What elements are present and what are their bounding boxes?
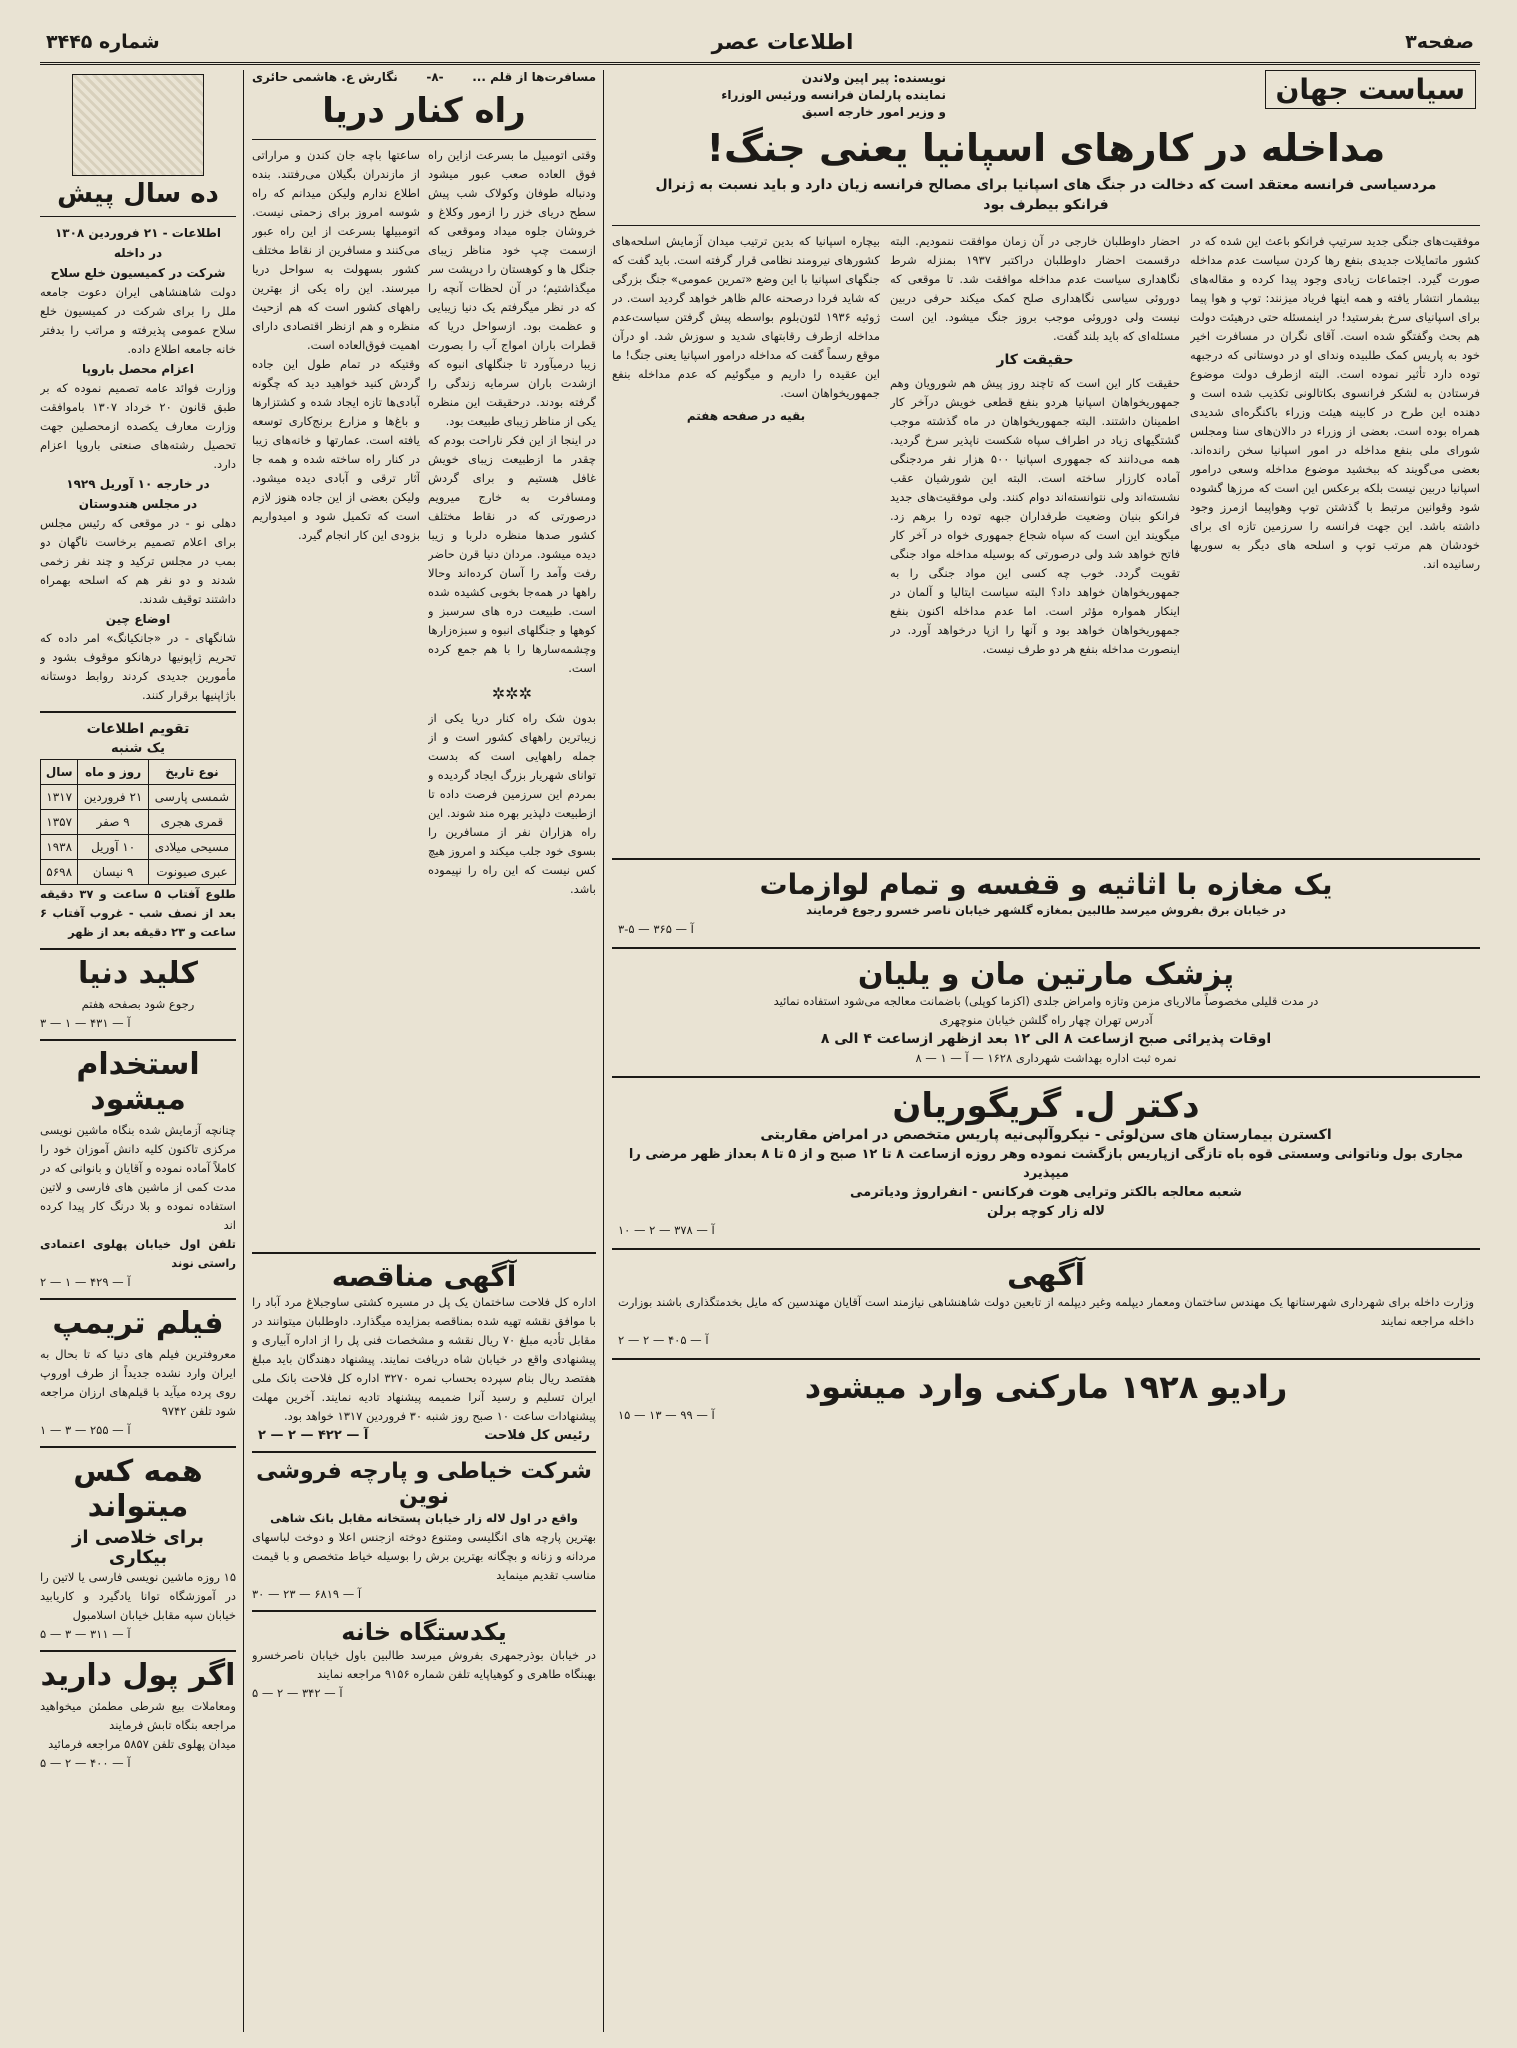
travel-body-4: وقتیکه در تمام طول این جاده گردش کنید خواهید دید که چگونه آبادی‌ها تازه ایجاد شده و کشتزارها و باغ‌ها و مزارع برنج‌کاری توسعه یافته است. عمارتها و خانه‌های زیبا در کنار راه ساخته شده و همه جا آثار ترقی و آبادی دیده میشود. ولیکن بعضی از این جاده هنوز لازم است که تکمیل شود و امیدواریم بزودی این کار انجام گیرد. — [252, 357, 420, 543]
ad-shop-title: یک مغازه با اثاثیه و قفسه و تمام لوازمات — [759, 867, 1333, 901]
travel-headline: راه کنار دریا — [322, 91, 526, 131]
domestic-section: در داخله — [113, 245, 163, 260]
byline-author: نویسنده: پیر اپین ولاندن — [801, 71, 946, 85]
ad-house-title: یکدستگاه خانه — [341, 1618, 507, 1647]
headline: مداخله در کارهای اسپانیا یعنی جنگ! — [706, 126, 1386, 170]
calendar-cell: ۱۹۳۸ — [41, 834, 78, 859]
typing-ad-subtitle: برای خلاصی از بیکاری — [72, 1526, 204, 1568]
ad-tender-signature: رئیس کل فلاحت — [484, 1428, 590, 1444]
ad-radio — [612, 1366, 1480, 1427]
money-ad-title: اگر پول دارید — [40, 1657, 236, 1693]
subsection-title: حقیقت کار — [996, 351, 1074, 368]
ad-doctor-grigorian — [612, 1084, 1480, 1242]
table-row — [41, 784, 236, 809]
ad-radio-title: رادیو ۱۹۲۸ مارکنی وارد میشود — [804, 1367, 1288, 1406]
news-heading-1: شرکت در کمیسیون خلع سلاح — [50, 265, 226, 280]
calendar-header: سال — [41, 759, 78, 784]
masthead — [40, 22, 1480, 65]
column-travel: مسافرت‌ها از قلم ... -۸- نگارش ع. هاشمی حائری راه کنار دریا وقتی اتومبیل ما بسرعت ازاین راه فوق العاده صعب عبور میشود ودنباله طوفان وکولاک شب پیش سطح دریای خزر را ازمور وکلاغ و خروشان جلوه میداد وموقعی که ازسمت چپ خود مناظر زیبای جنگل ها و کوهستان را درپشت سر میگذاشتیم؛ در آن لحظات آنچه را که در نظر میگرفتم یک دنیا زیبایی و عظمت بود. ازسواحل دریا که قطرات باران امواج آب را بصورت زیبا درمیآورد تا جنگلهای انبوه که ازشدت باران سرمایه زندگی را گرفته بودند. درحقیقت این منظره یکی از مناظر زیبای طبیعت بود. در اینجا از این فکر ناراحت بودم که چقدر ما ازطبیعت زیبای خویش غافل هستیم و برای گردش ومسافرت به خارج میرویم درصورتی که در نقاط مختلف کشور صدها منظره دلربا و زیبا دیده میشود. مردان دنیا قرن حاضر رفت وآمد را آسان کرده‌اند وحالا راهها در همه‌جا بخوبی کشیده شده است. طبیعت دره های سرسبز و کوهها و جنگلهای انبوه و سبزه‌زارها وچشمه‌سارها را با هم جمع کرده است. ✲✲✲ بدون شک راه کنار دریا یکی از زیباترین راههای کشور است و از جمله راههایی است که بدست توانای شهریار بزرگ ایجاد گردیده و بمردم این سرزمین فرصت داده تا ازطبیعت دلپذیر بهره مند شوند. این راه هزاران نفر از مسافرین را بسوی خود جلب میکند و امروز هیچ کس نیست که این راه را نپیموده باشد. ساعتها باچه جان کندن و مراراتی از مازندران بگیلان می‌رفتند. بنده اطلاع ندارم ولیکن میدانم که راه شوسه امروز برای زحمتی نیست. اتومبیلها بسرعت از این راه عبور می‌کنند و مسافرین از نقاط مختلف کشور بسهولت به سواحل دریا میرسند. این راه یکی از بهترین راههای کشور است که هم ازحیث منظره و هم ازنظر اقتصادی دارای اهمیت فوق‌العاده است. وقتیکه در تمام طول این جاده گردش کنید خواهید دید که چگونه آبادی‌ها تازه ایجاد شده و کشتزارها و باغ‌ها و مزارع برنج‌کاری توسعه یافته است. عمارتها و خانه‌های زیبا در کنار راه ساخته شده و همه جا آثار ترقی و آبادی دیده میشود. ولیکن بعضی از این جاده هنوز لازم است که تکمیل شود و امیدواریم بزودی این کار انجام گیرد. آگهی مناقصه اداره کل فلاحت ساختمان یک پل در مسیره کشتی ساوجبلاغ مرد آباد را با موافق نقشه تهیه شده بمناقصه بمزایده میگذارد. داوطلبان میتوانند در مقابل تأدیه مبلغ ۷۰ ریال نقشه و مشخصات فنی پل را از اداره آبیاری و پیشنهادی واقع در خیابان شاه دریافت نمایند. پیشنهاد دهندگان باید مبلغ هفتصد ریال بنام سپرده بحساب نمره ۳۲۷۰ اداره کل فلاحت بانک ملی ایران تسلیم و رسید آنرا ضمیمه پیشنهاد تادیه نمایند. آخرین مهلت پیشنهادات ساعت ۱۰ صبح روز شنبه ۳۰ فروردین ۱۳۱۷ خواهد بود. رئیس کل فلاحت آ — ۴۲۲ — ۲ — ۲ شرکت خیاطی و پارچه فروشی نوین واقع در اول لاله زار خیابان پستخانه مقابل بانک شاهی بهترین پارچه های انگلیسی ومتنوع دوخته ازجنس اعلا و دوخت لباسهای مردانه و زنانه و بچگانه بهترین برش را بوسیله خیاط متخصص و با قیمت مناسب تقدیم مینماید آ — ۶۸۱۹ — ۲۳ — ۳۰ یکدستگاه خانه در خیابان بوذرجمهری بفروش میرسد طالبین باول خیابان ناصرخسرو بهبنگاه طاهری و کوهیاپایه تلفن شماره ۹۱۵۶ مراجعه نمایند آ — ۳۴۲ — ۲ — ۵ — [252, 70, 596, 2032]
ad-doctor-grigorian-title: دکتر ل. گریگوریان — [892, 1085, 1200, 1126]
column-page-number: -۸- — [426, 70, 444, 84]
calendar-cell: ۱۳۱۷ — [41, 784, 78, 809]
calendar-cell: عبری صیونوت — [148, 859, 235, 884]
key-code: آ — ۴۳۱ — ۱ — ۳ — [40, 1015, 131, 1030]
typing-ad-title: همه کس میتواند — [73, 1453, 203, 1524]
calendar-cell: ۹ صفر — [78, 809, 149, 834]
ten-years-title: ده سال پیش — [57, 179, 219, 209]
ad-tender-title: آگهی مناقصه — [331, 1260, 517, 1294]
page-number: صفحه۳ — [1405, 31, 1474, 53]
column-classifieds — [40, 70, 236, 2032]
article-body-3: حقیقت کار این است که تاچند روز پیش هم شورویان وهم جمهوریخواهان اسپانیا هردو بنفع قطعی خویش درآخر کار اطمینان داشتند. البته جمهوریخواهان در ماه گذشته موجب گشتگیهای زیاد در اطراف سپاه شکست ناپذیر سرخ گردید. همه می‌دانند که جمهوری اسپانیا ۵۰۰ هزار نفر مردجنگی آماده کارزار ساخته است. البته این شورشیان عقب نشسته‌اند ولی نتوانسته‌اند دوام کنند. ولی موفقیت‌های جدید فرانکو بنیان وضعیت طرفداران جبهه توده را برهم زد. میگویند این است که سپاه شجاع جمهوری خواه در آخر کار فاتح خواهد شد ولی درصورتی که بوسیله مداخله مواد جنگی تقویت گردد. خوب چه کسی این مواد جنگی را به جمهوریخواهان خواهد داد؟ البته سیاست ایتالیا و آلمان در اینکار همواره مؤثر است. اما عدم مداخله اکنون بنفع جمهوریخواهان خواهد بود و آنها را ازپا درخواهد آورد. در اینصورت مداخله بنفع هر دو طرف نیست. — [890, 375, 1180, 656]
employment-address: تلفن اول خیابان پهلوی اعتمادی راستی نوند — [40, 1236, 236, 1270]
calendar-cell: قمری هجری — [148, 809, 235, 834]
typing-ad-text: ۱۵ روزه ماشین نویسی فارسی یا لاتین را در آموزشگاه توانا یادگیرد و کاریابید خیابان سپه مقابل خیابان اسلامبول — [40, 1569, 236, 1622]
travel-body-3: ساعتها باچه جان کندن و مراراتی از مازندران بگیلان می‌رفتند. بنده اطلاع ندارم ولیکن میدانم که راه شوسه امروز برای زحمتی نیست. اتومبیلها بسرعت از این راه عبور می‌کنند و مسافرین از نقاط مختلف کشور بسهولت به سواحل دریا میرسند. این راه یکی از بهترین راههای کشور است که هم ازحیث منظره و هم ازنظر اقتصادی دارای اهمیت فوق‌العاده است. — [252, 148, 420, 353]
calendar-cell: ۱۰ آوریل — [78, 834, 149, 859]
news-text-4: شانگهای - در «جانکیانگ» امر داده که تحریم ژاپونیها درهانکو موقوف بشود و مأمورین جدیدی کردند روابط دوستانه باژاپنیها برقرار کنند. — [40, 630, 236, 702]
paper-name: اطلاعات عصر — [711, 30, 854, 54]
travel-body-5: بدون شک راه کنار دریا یکی از زیباترین راههای کشور است و از جمله راههایی است که بدست توانای شهریار بزرگ ایجاد گردیده و بمردم این سرزمین فرصت داده تا ازطبیعت دلپذیر بهره مند شوند. این راه هزاران نفر از مسافرین را بسوی خود جلب میکند و امروز هیچ کس نیست که این راه را نپیموده باشد. — [428, 711, 596, 897]
news-text-1: دولت شاهنشاهی ایران دعوت جامعه ملل را برای شرکت در کمیسیون خلع سلاح عمومی پذیرفته و مراتب را بدفتر خانه جامعه اطلاع داده. — [40, 284, 236, 356]
calendar-cell: ۲۱ فروردین — [78, 784, 149, 809]
film-title: فیلم تریمپ — [52, 1305, 224, 1341]
employment-text: چنانچه آزمایش شده بنگاه ماشین نویسی مرکزی تاکنون کلیه دانش آموزان خود را کاملاً آماده نموده و آقایان و بانوانی که در مدت کمی از ماشین های فارسی و لاتین استفاده نموده و بلا درنگ کار پیدا کرده اند — [40, 1122, 236, 1232]
calendar-title: تقویم اطلاعات — [86, 720, 190, 737]
calendar-cell: ۱۳۵۷ — [41, 809, 78, 834]
subheadline: مردسیاسی فرانسه معتقد است که دخالت در جنگ های اسپانیا برای مصالح فرانسه زیان دارد و باید نسبت به ژنرال فرانکو بیطرف بود — [655, 176, 1437, 213]
ad-tailor-title: شرکت خیاطی و پارچه فروشی نوین — [256, 1459, 592, 1510]
ad-doctor-martin-code: نمره ثبت اداره بهداشت شهرداری ۱۶۲۸ — آ — ۱ — ۸ — [915, 1050, 1177, 1065]
money-ad-address: میدان پهلوی تلفن ۵۸۵۷ مراجعه فرمائید — [48, 1736, 236, 1751]
ad-doctor-martin — [612, 955, 1480, 1070]
foreign-date: در خارجه ۱۰ آوریل ۱۹۲۹ — [66, 476, 210, 491]
ad-tender-text: اداره کل فلاحت ساختمان یک پل در مسیره کشتی ساوجبلاغ مرد آباد را با موافق نقشه تهیه شده بمناقصه بمزایده میگذارد. داوطلبان میتوانند در مقابل تأدیه مبلغ ۷۰ ریال نقشه و مشخصات فنی پل را از اداره آبیاری و پیشنهادی واقع در خیابان شاه دریافت نمایند. پیشنهاد دهندگان باید مبلغ هفتصد ریال بنام سپرده بحساب نمره ۳۲۷۰ اداره کل فلاحت بانک ملی ایران تسلیم و رسید آنرا ضمیمه پیشنهاد تادیه نمایند. آخرین مهلت پیشنهادات ساعت ۱۰ صبح روز شنبه ۳۰ فروردین ۱۳۱۷ خواهد بود. — [252, 1295, 596, 1424]
typing-ad-code: آ — ۳۱۱ — ۳ — ۵ — [40, 1626, 131, 1641]
issue-number: شماره ۳۴۴۵ — [46, 31, 160, 53]
ad-tender-code: آ — ۴۲۲ — ۲ — ۲ — [258, 1428, 369, 1444]
ad-doctor-martin-hours: اوقات پذیرائی صبح ازساعت ۸ الی ۱۲ بعد ازظهر ازساعت ۴ الی ۸ — [820, 1030, 1272, 1047]
calendar-cell: ۹ نیسان — [78, 859, 149, 884]
travel-body-1: وقتی اتومبیل ما بسرعت ازاین راه فوق العاده صعب عبور میشود ودنباله طوفان وکولاک شب پیش سطح دریای خزر را ازمور وکلاغ و خروشان جلوه میداد وموقعی که ازسمت چپ خود مناظر زیبای جنگل ها و کوهستان را درپشت سر میگذاشتیم؛ در آن لحظات آنچه را که در نظر میگرفتم یک دنیا زیبایی و عظمت بود. ازسواحل دریا که قطرات باران امواج آب را بصورت زیبا درمیآورد تا جنگلهای انبوه که ازشدت باران سرمایه زندگی را گرفته بودند. درحقیقت این منظره یکی از مناظر زیبای طبیعت بود. — [428, 148, 596, 429]
calendar-table — [40, 759, 236, 885]
ad-doctor-grigorian-text: اکسترن بیمارستان های سن‌لوئی - نیکروآلپی‌نیه پاریس متخصص در امراض مقاربتی — [760, 1126, 1332, 1143]
calendar-cell: مسیحی میلادی — [148, 834, 235, 859]
article-byline: نگارش ع. هاشمی حائری — [252, 70, 398, 84]
news-heading-3: در مجلس هندوستان — [78, 496, 198, 511]
ad-tailor-address: واقع در اول لاله زار خیابان پستخانه مقابل بانک شاهی — [270, 1511, 578, 1526]
ad-doctor-grigorian-address: لاله زار کوچه برلن — [987, 1203, 1105, 1219]
table-row — [41, 809, 236, 834]
byline-role-2: و وزیر امور خارجه اسبق — [801, 105, 946, 119]
key-title: کلید دنیا — [78, 955, 198, 991]
ad-ministry-notice — [612, 1256, 1480, 1352]
ad-tailor-text: بهترین پارچه های انگلیسی ومتنوع دوخته ازجنس اعلا و دوخت لباسهای مردانه و زنانه و بچگانه بهترین برش را بوسیله خیاط متخصص و با قیمت مناسب تقدیم مینماید — [252, 1530, 596, 1583]
calendar-header: روز و ماه — [78, 759, 149, 784]
ad-shop-sale — [612, 866, 1480, 941]
ad-doctor-grigorian-text-3: شعبه معالجه بالکتر وترایی هوت فرکانس - انفراروژ ودیاترمی — [850, 1184, 1242, 1200]
calendar-cell: شمسی پارسی — [148, 784, 235, 809]
ad-radio-code: آ — ۹۹ — ۱۳ — ۱۵ — [618, 1407, 715, 1422]
ad-ministry-code: آ — ۴۰۵ — ۲ — ۲ — [618, 1332, 709, 1347]
ad-tailor-code: آ — ۶۸۱۹ — ۲۳ — ۳۰ — [252, 1587, 362, 1602]
sunrise-sunset: طلوع آفتاب ۵ ساعت و ۳۷ دقیقه بعد از نصف شب - غروب آفتاب ۶ ساعت و ۲۳ دقیقه بعد از ظهر — [40, 886, 236, 939]
employment-code: آ — ۴۲۹ — ۱ — ۲ — [40, 1274, 131, 1289]
news-text-3: دهلی نو - در موقعی که رئیس مجلس برای اعلام تصمیم برخاست ناگهان دو بمب در مجلس ترکید و چند نفر زخمی شدند و دو نفر هم که اسلحه بهمراه داشتند توقیف شدند. — [40, 515, 236, 606]
ad-doctor-martin-text: در مدت قلیلی مخصوصاً مالاریای مزمن وتازه وامراض جلدی (اکزما کوپلی) باضمانت معالجه می‌شود استفاده نمائید — [773, 993, 1319, 1008]
article-body-2: احضار داوطلبان خارجی در آن زمان موافقت ننمودیم. البته درقسمت احضار داوطلبان دراکتبر ۱۹۳۷ بمنزله شرط نگاهداری سیاست عدم مداخله موافقت شد. تا موقعی که دوروئی سیاسی نگاهداری صلح کمک میکند حرفی دربین نیست ولی دوروئی موجب بروز جنگ میشود. این است مسئله‌ای که باید بلند گفت. — [890, 233, 1180, 343]
key-text: رجوع شود بصفحه هفتم — [81, 996, 195, 1011]
article-body-1: موفقیت‌های جنگی جدید سرتیپ فرانکو باعث این شده که در کشور ماتمایلات جدیدی بنفع رها کردن سیاست عدم مداخله صورت گیرد. اجتماعات زیادی وجود پیدا کرده و مقاله‌های بیشمار انتشار یافته و همه اینها فریاد میزنند: توپ و هوا پیما برای اسپانیای سرخ بفرستید! در اینمسئله حتی درهیئت دولت هم بحث وگفتگو شده است. آقای نگران در مسافرت اخیر خود به پاریس کمک طلبیده وندای او در دوستانی که درجبهه توده دارد تأثیر نموده است. البته ازطرف دولت موضوع فرستادن به لشکر فرانسوی بکاتالونی تکذیب شده است و دهنده این طرح در کابینه هیئت وزراء باکنگره‌ای شدیدی همراه بوده است. بعضی از وزراء در دالان‌های سنا ومجلس شورای ملی بنفع مداخله در امور اسپانیا سخن رانده‌اند. بعضی می‌گویند که ببخشید موضوع مداخله وسعی درامور اسپانیا دربین نیست بلکه برعکس این است که مرزها گشوده شود وقوانین مرتبط با گذشتن توپ وهواپیما ازمرز وجود داشته باشد. این جهت فرانسه را سرزمین تازه ای برای خودشان هم مرتب توپ و اسلحه های دیگر به سوریها رسانیده اند. — [1190, 233, 1480, 571]
cartoon-illustration — [72, 74, 204, 176]
ad-doctor-martin-address: آدرس تهران چهار راه گلشن خیابان منوچهری — [939, 1012, 1153, 1027]
ten-years-date: اطلاعات - ۲۱ فروردین ۱۳۰۸ — [54, 225, 222, 240]
continued-note: بقیه در صفحه هفتم — [686, 408, 806, 423]
money-ad-code: آ — ۴۰۰ — ۲ — ۵ — [40, 1755, 131, 1770]
ad-shop-code: آ — ۳۶۵ — ۵-۳ — [618, 921, 694, 936]
newspaper-page — [40, 22, 1480, 2032]
ad-doctor-grigorian-code: آ — ۳۷۸ — ۲ — ۱۰ — [618, 1222, 715, 1237]
ad-house — [252, 1618, 596, 1703]
film-code: آ — ۲۵۵ — ۳ — ۱ — [40, 1422, 131, 1437]
calendar-header: نوع تاریخ — [148, 759, 235, 784]
ad-doctor-grigorian-text-2: مجاری بول وناتوانی وسستی قوه باه تازگی ازپاریس بازگشت نموده وهر روزه ازساعت ۸ تا ۱۲ صبح و از ۵ تا ۸ بعداز ظهر مرضی را میپذیرد — [628, 1146, 1464, 1181]
film-text: معروفترین فیلم های دنیا که تا بحال به ایران وارد نشده جدیداً از طرف اوروپ روی پرده میآید با قیلم‌های ارزان مراجعه شود تلفن ۹۷۴۲ — [40, 1346, 236, 1418]
ad-tender — [252, 1260, 596, 1445]
employment-title: استخدام میشود — [76, 1046, 200, 1117]
ad-ministry-title: آگهی — [1007, 1257, 1085, 1293]
calendar-day: یک شنبه — [111, 740, 165, 756]
calendar-cell: ۵۶۹۸ — [41, 859, 78, 884]
table-row — [41, 859, 236, 884]
ad-doctor-martin-title: پزشک مارتین مان و یلیان — [857, 956, 1235, 992]
table-row — [41, 834, 236, 859]
ad-tailor — [252, 1459, 596, 1604]
section-title: سیاست جهان — [1265, 70, 1476, 109]
article-body-4: بیچاره اسپانیا که بدین ترتیب میدان آزمایش اسلحه‌های کشورهای نیرومند نظامی قرار گرفته است. باید گفت که جنگهای اسپانیا با این وضع «تمرین عمومی» جنگ بزرگی که شاید فردا درصحنه عالم ظاهر خواهد گردید است. در ژوئیه ۱۹۳۶ لئون‌بلوم بواسطه پیش گرفتن سیاست‌عدم مداخله ازطرف رقابتهای شدید و سوزش شد. او درآن موقع رسماً گفت که مداخله درامور اسپانیا یعنی جنگ! ما این عقیده را داریم و میگوئیم که عدم مداخله بنفع جمهوریخواهان است. — [612, 233, 880, 400]
ad-house-text: در خیابان بوذرجمهری بفروش میرسد طالبین باول خیابان ناصرخسرو بهبنگاه طاهری و کوهیاپایه تلفن شماره ۹۱۵۶ مراجعه نمایند — [252, 1648, 596, 1682]
travel-body-2: در اینجا از این فکر ناراحت بودم که چقدر ما ازطبیعت زیبای خویش غافل هستیم و برای گردش ومسافرت به خارج میرویم درصورتی که در نقاط مختلف کشور صدها منظره دلربا و زیبا دیده میشود. مردان دنیا قرن حاضر رفت وآمد را آسان کرده‌اند وحالا راهها در همه‌جا بخوبی کشیده شده است. طبیعت دره های سرسبز و کوهها و جنگلهای انبوه و سبزه‌زارها وچشمه‌سارها را با هم جمع کرده است. — [428, 433, 596, 676]
byline-role: نماینده پارلمان فرانسه ورئیس الوزراء — [721, 88, 946, 102]
ad-ministry-text: وزارت داخله برای شهرداری شهرستانها یک مهندس ساختمان ومعمار دیپلمه وغیر دیپلمه از تابعین دولت شاهنشاهی نیازمند است آقایان مهندسین که مایل بخدمتگذاری باشند بوزارت داخله مراجعه نمایند — [618, 1294, 1474, 1328]
ad-house-code: آ — ۳۴۲ — ۲ — ۵ — [252, 1686, 343, 1701]
news-heading-4: اوضاع چین — [105, 611, 171, 626]
news-text-2: وزارت فوائد عامه تصمیم نموده که بر طبق قانون ۲۰ خرداد ۱۳۰۷ باموافقت وزارت معارف یکصده ازمحصلین جهت تحصیل رشته‌های صنعتی باروپا اعزام دارد. — [40, 380, 236, 471]
money-ad-text: ومعاملات بیع شرطی مطمئن میخواهید مراجعه بنگاه تابش فرمایند — [40, 1698, 236, 1732]
series-title: مسافرت‌ها از قلم ... — [472, 70, 596, 84]
ad-shop-text: در خیابان برق بفروش میرسد طالبین بمغازه گلشهر خیابان ناصر خسرو رجوع فرمایند — [806, 902, 1286, 917]
column-world-politics — [612, 70, 1480, 2032]
news-heading-2: اعزام محصل باروپا — [81, 361, 195, 376]
